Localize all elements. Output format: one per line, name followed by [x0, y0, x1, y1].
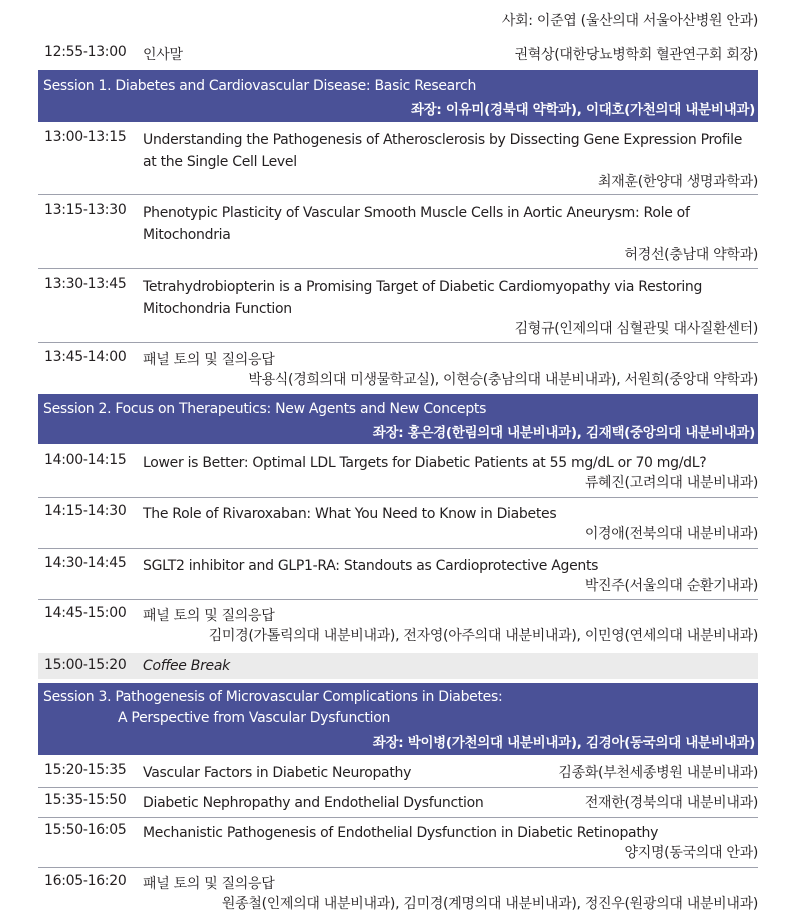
- opening-row: [38, 44, 758, 68]
- talk-title: Understanding the Pathogenesis of Atherosclerosis by Dissecting Gene Expression Profile at the Single Cell Level: [143, 132, 743, 170]
- speaker: 허경선(충남대 약학과): [624, 247, 758, 263]
- talk-title: Lower is Better: Optimal LDL Targets for Diabetic Patients at 55 mg/dL or 70 mg/dL?: [143, 455, 707, 471]
- divider: [38, 867, 758, 868]
- panel-row: [38, 349, 758, 389]
- talk-row: [38, 503, 758, 545]
- time: 13:45-14:00: [44, 349, 127, 365]
- speaker: 권혁상(대한당뇨병학회 혈관연구회 회장): [514, 47, 758, 63]
- divider: [38, 268, 758, 269]
- time: 15:35-15:50: [44, 792, 127, 808]
- time: 15:00-15:20: [44, 657, 127, 673]
- talk-row: [38, 762, 758, 784]
- talk-title: The Role of Rivaroxaban: What You Need to Know in Diabetes: [143, 506, 557, 522]
- time: 13:00-13:15: [44, 129, 127, 145]
- session-chairs: 좌장: 박이병(가천의대 내분비내과), 김경아(동국의대 내분비내과): [372, 735, 755, 751]
- talk-title: Vascular Factors in Diabetic Neuropathy: [143, 765, 412, 781]
- talk-title: 패널 토의 및 질의응답: [143, 876, 275, 892]
- session-title: Session 1. Diabetes and Cardiovascular Disease: Basic Research: [43, 78, 477, 94]
- speaker: 김종화(부천세종병원 내분비내과): [558, 765, 758, 781]
- speaker: 전재한(경북의대 내분비내과): [584, 795, 758, 811]
- session-title: Session 3. Pathogenesis of Microvascular Complications in Diabetes:: [43, 689, 503, 705]
- divider: [38, 599, 758, 600]
- talk-row: [38, 452, 758, 494]
- divider: [38, 548, 758, 549]
- speaker: 이경애(전북의대 내분비내과): [584, 526, 758, 542]
- time: 12:55-13:00: [44, 44, 127, 60]
- speaker: 최재훈(한양대 생명과학과): [598, 174, 758, 190]
- speaker: 김형규(인제의대 심혈관및 대사질환센터): [514, 321, 758, 337]
- session-title-line2: A Perspective from Vascular Dysfunction: [118, 710, 391, 726]
- speaker: 양지명(동국의대 안과): [624, 845, 758, 861]
- session-3-header: [38, 683, 758, 755]
- time: 15:50-16:05: [44, 822, 127, 838]
- speaker: 박용식(경희의대 미생물학교실), 이현승(충남의대 내분비내과), 서원희(중앙대 약학과): [248, 372, 758, 388]
- talk-title: 패널 토의 및 질의응답: [143, 608, 275, 624]
- divider: [38, 194, 758, 195]
- speaker: 원종철(인제의대 내분비내과), 김미경(계명의대 내분비내과), 정진우(원광의대 내분비내과): [221, 896, 758, 912]
- talk-title: 인사말: [143, 47, 183, 63]
- talk-row: [38, 792, 758, 814]
- time: 13:30-13:45: [44, 276, 127, 292]
- divider: [38, 497, 758, 498]
- session-2-header: [38, 394, 758, 444]
- talk-row: [38, 129, 758, 191]
- panel-row: [38, 605, 758, 647]
- speaker: 김미경(가톨릭의대 내분비내과), 전자영(아주의대 내분비내과), 이민영(연세의대 내분비내과): [208, 628, 758, 644]
- divider: [38, 817, 758, 818]
- speaker: 류혜진(고려의대 내분비내과): [584, 475, 758, 491]
- talk-row: [38, 822, 758, 864]
- session-title: Session 2. Focus on Therapeutics: New Agents and New Concepts: [43, 401, 487, 417]
- time: 14:00-14:15: [44, 452, 127, 468]
- talk-title: 패널 토의 및 질의응답: [143, 352, 275, 368]
- time: 14:45-15:00: [44, 605, 127, 621]
- talk-row: [38, 555, 758, 597]
- session-chairs: 좌장: 이유미(경북대 약학과), 이대호(가천의대 내분비내과): [410, 102, 755, 118]
- speaker: 박진주(서울의대 순환기내과): [584, 578, 758, 594]
- talk-title: Diabetic Nephropathy and Endothelial Dysfunction: [143, 795, 484, 811]
- talk-row: [38, 276, 758, 338]
- time: 14:30-14:45: [44, 555, 127, 571]
- session-1-header: [38, 70, 758, 122]
- time: 16:05-16:20: [44, 873, 127, 889]
- coffee-break-row: [38, 653, 758, 679]
- divider: [38, 787, 758, 788]
- moderator-line: 사회: 이준엽 (울산의대 서울아산병원 안과): [501, 13, 758, 29]
- talk-row: [38, 202, 758, 264]
- time: 14:15-14:30: [44, 503, 127, 519]
- talk-title: Mechanistic Pathogenesis of Endothelial Dysfunction in Diabetic Retinopathy: [143, 825, 659, 841]
- session-chairs: 좌장: 홍은경(한림의대 내분비내과), 김재택(중앙의대 내분비내과): [372, 425, 755, 441]
- break-title: Coffee Break: [143, 658, 230, 674]
- time: 15:20-15:35: [44, 762, 127, 778]
- talk-title: Tetrahydrobiopterin is a Promising Target of Diabetic Cardiomyopathy via Restoring Mitochondria Function: [143, 279, 703, 317]
- talk-title: SGLT2 inhibitor and GLP1-RA: Standouts as Cardioprotective Agents: [143, 558, 599, 574]
- time: 13:15-13:30: [44, 202, 127, 218]
- talk-title: Phenotypic Plasticity of Vascular Smooth Muscle Cells in Aortic Aneurysm: Role of Mitochondria: [143, 205, 690, 243]
- panel-row: [38, 873, 758, 915]
- divider: [38, 342, 758, 343]
